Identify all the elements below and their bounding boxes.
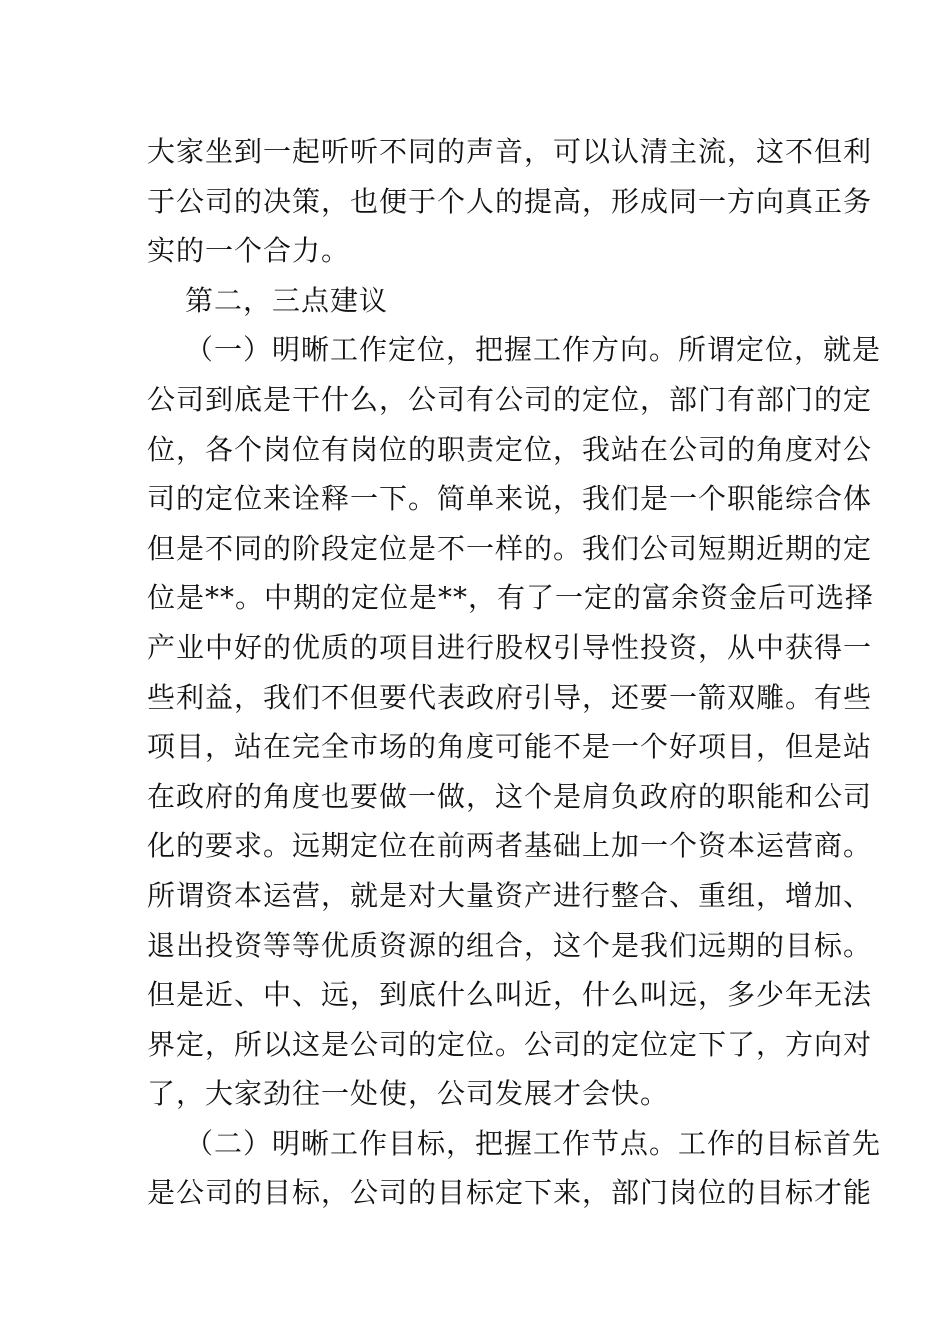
text-line: 于公司的决策，也便于个人的提高，形成同一方向真正务 bbox=[147, 184, 873, 218]
text-line: 退出投资等等优质资源的组合，这个是我们远期的目标。 bbox=[147, 928, 873, 962]
text-line: 界定，所以这是公司的定位。公司的定位定下了，方向对 bbox=[147, 1027, 873, 1061]
text-line: 但是不同的阶段定位是不一样的。我们公司短期近期的定 bbox=[147, 531, 873, 565]
text-line: 产业中好的优质的项目进行股权引导性投资，从中获得一 bbox=[147, 630, 873, 664]
text-line: 但是近、中、远，到底什么叫近，什么叫远，多少年无法 bbox=[147, 978, 873, 1012]
body-text bbox=[147, 127, 882, 1218]
text-line: 实的一个合力。 bbox=[147, 234, 351, 268]
text-line: 在政府的角度也要做一做，这个是肩负政府的职能和公司 bbox=[147, 779, 873, 813]
paragraph-first-line: （一）明晰工作定位，把握工作方向。所谓定位，就是 bbox=[185, 333, 882, 367]
text-line: 项目，站在完全市场的角度可能不是一个好项目，但是站 bbox=[147, 730, 873, 764]
text-line: 大家坐到一起听听不同的声音，可以认清主流，这不但利 bbox=[147, 135, 873, 168]
text-line: 化的要求。远期定位在前两者基础上加一个资本运营商。 bbox=[147, 829, 873, 863]
text-line: 些利益，我们不但要代表政府引导，还要一箭双雕。有些 bbox=[147, 680, 873, 714]
section-heading: 第二，三点建议 bbox=[185, 283, 389, 317]
text-line: 所谓资本运营，就是对大量资产进行整合、重组，增加、 bbox=[147, 878, 873, 912]
text-line: 是公司的目标，公司的目标定下来，部门岗位的目标才能 bbox=[147, 1176, 873, 1210]
paragraph-first-line: （二）明晰工作目标，把握工作节点。工作的目标首先 bbox=[185, 1126, 882, 1160]
text-line: 位，各个岗位有岗位的职责定位，我站在公司的角度对公 bbox=[147, 432, 873, 466]
text-line: 了，大家劲往一处使，公司发展才会快。 bbox=[147, 1077, 670, 1111]
text-line: 司的定位来诠释一下。简单来说，我们是一个职能综合体 bbox=[147, 482, 873, 516]
text-line: 公司到底是干什么，公司有公司的定位，部门有部门的定 bbox=[147, 382, 873, 416]
text-line: 位是**。中期的定位是**，有了一定的富余资金后可选择 bbox=[147, 581, 875, 615]
